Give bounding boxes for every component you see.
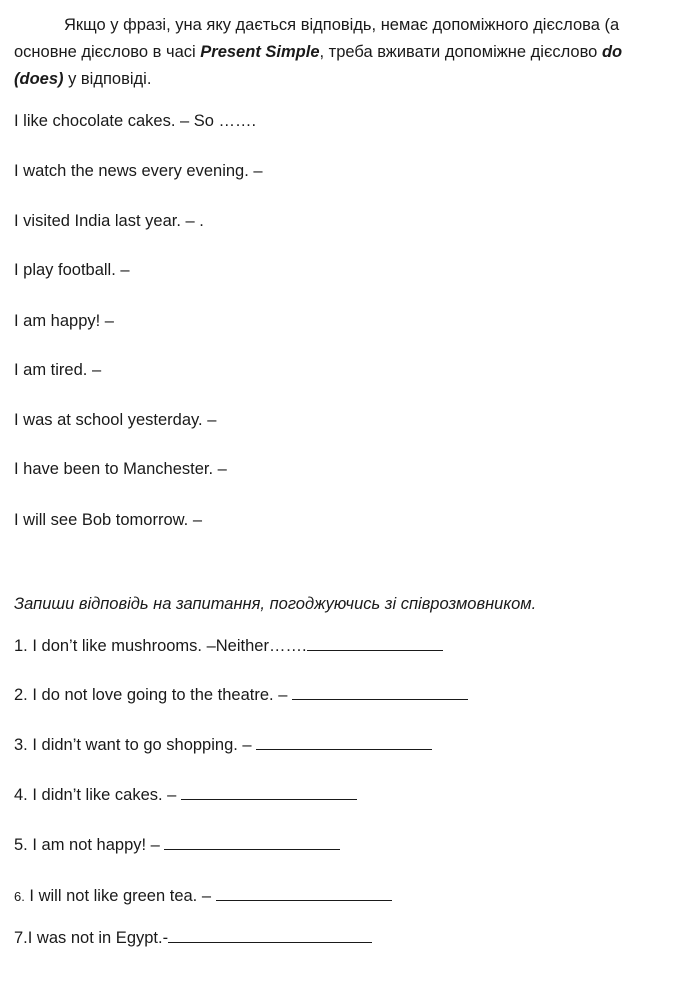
exercise2-item — [14, 926, 372, 949]
intro-text-3: у відповіді. — [63, 70, 152, 88]
exercise1-item: I am tired. – — [14, 361, 102, 379]
intro-text-1: Якщо у фразі, уна яку дається відповідь, немає допоміжного дієслова (а основне дієслово в часі — [14, 16, 620, 61]
exercise1-item: I play football. – — [14, 261, 130, 279]
exercise1-item: I will see Bob tomorrow. – — [14, 511, 202, 529]
answer-blank[interactable] — [307, 634, 443, 651]
item-number: 7. — [14, 929, 28, 947]
item-text: I didn’t like cakes. – — [27, 786, 181, 804]
exercise1-item: I am happy! – — [14, 312, 114, 330]
item-text: I will not like green tea. – — [24, 887, 216, 905]
exercise1-item: I have been to Manchester. – — [14, 460, 227, 478]
exercise2-item — [14, 634, 443, 657]
exercise2-item — [14, 884, 392, 908]
answer-blank[interactable] — [292, 683, 468, 700]
answer-blank[interactable] — [164, 833, 340, 850]
item-number: 2. — [14, 686, 28, 704]
item-number: 5. — [14, 836, 28, 854]
answer-blank[interactable] — [216, 884, 392, 901]
item-number: 4. — [14, 786, 28, 804]
item-number: 3. — [14, 736, 28, 754]
exercise1-item: I was at school yesterday. – — [14, 411, 217, 429]
answer-blank[interactable] — [168, 926, 372, 943]
item-text: I do not love going to the theatre. – — [27, 686, 292, 704]
intro-text-2: , треба вживати допоміжне дієслово — [319, 43, 602, 61]
answer-blank[interactable] — [181, 783, 357, 800]
item-number: 1. — [14, 637, 28, 655]
item-text: I didn’t want to go shopping. – — [27, 736, 257, 754]
exercise1-item: I like chocolate cakes. – So ……. — [14, 112, 257, 130]
exercise2-item — [14, 833, 340, 856]
exercise2-item — [14, 733, 432, 756]
answer-blank[interactable] — [256, 733, 432, 750]
intro-bold-do-does: do (does) — [14, 43, 623, 88]
intro-paragraph — [14, 12, 676, 93]
exercise1-item: I watch the news every evening. – — [14, 162, 263, 180]
exercise2-item — [14, 783, 357, 806]
item-text: I am not happy! – — [27, 836, 165, 854]
intro-bold-present-simple: Present Simple — [200, 43, 320, 61]
item-text: I don’t like mushrooms. –Neither……. — [27, 637, 307, 655]
item-number: 6. — [14, 889, 25, 904]
exercise1-item: I visited India last year. – . — [14, 212, 204, 230]
exercise2-item — [14, 683, 468, 706]
item-text: I was not in Egypt.- — [27, 929, 169, 947]
exercise2-heading: Запиши відповідь на запитання, погоджуючись зі співрозмовником. — [14, 595, 537, 613]
